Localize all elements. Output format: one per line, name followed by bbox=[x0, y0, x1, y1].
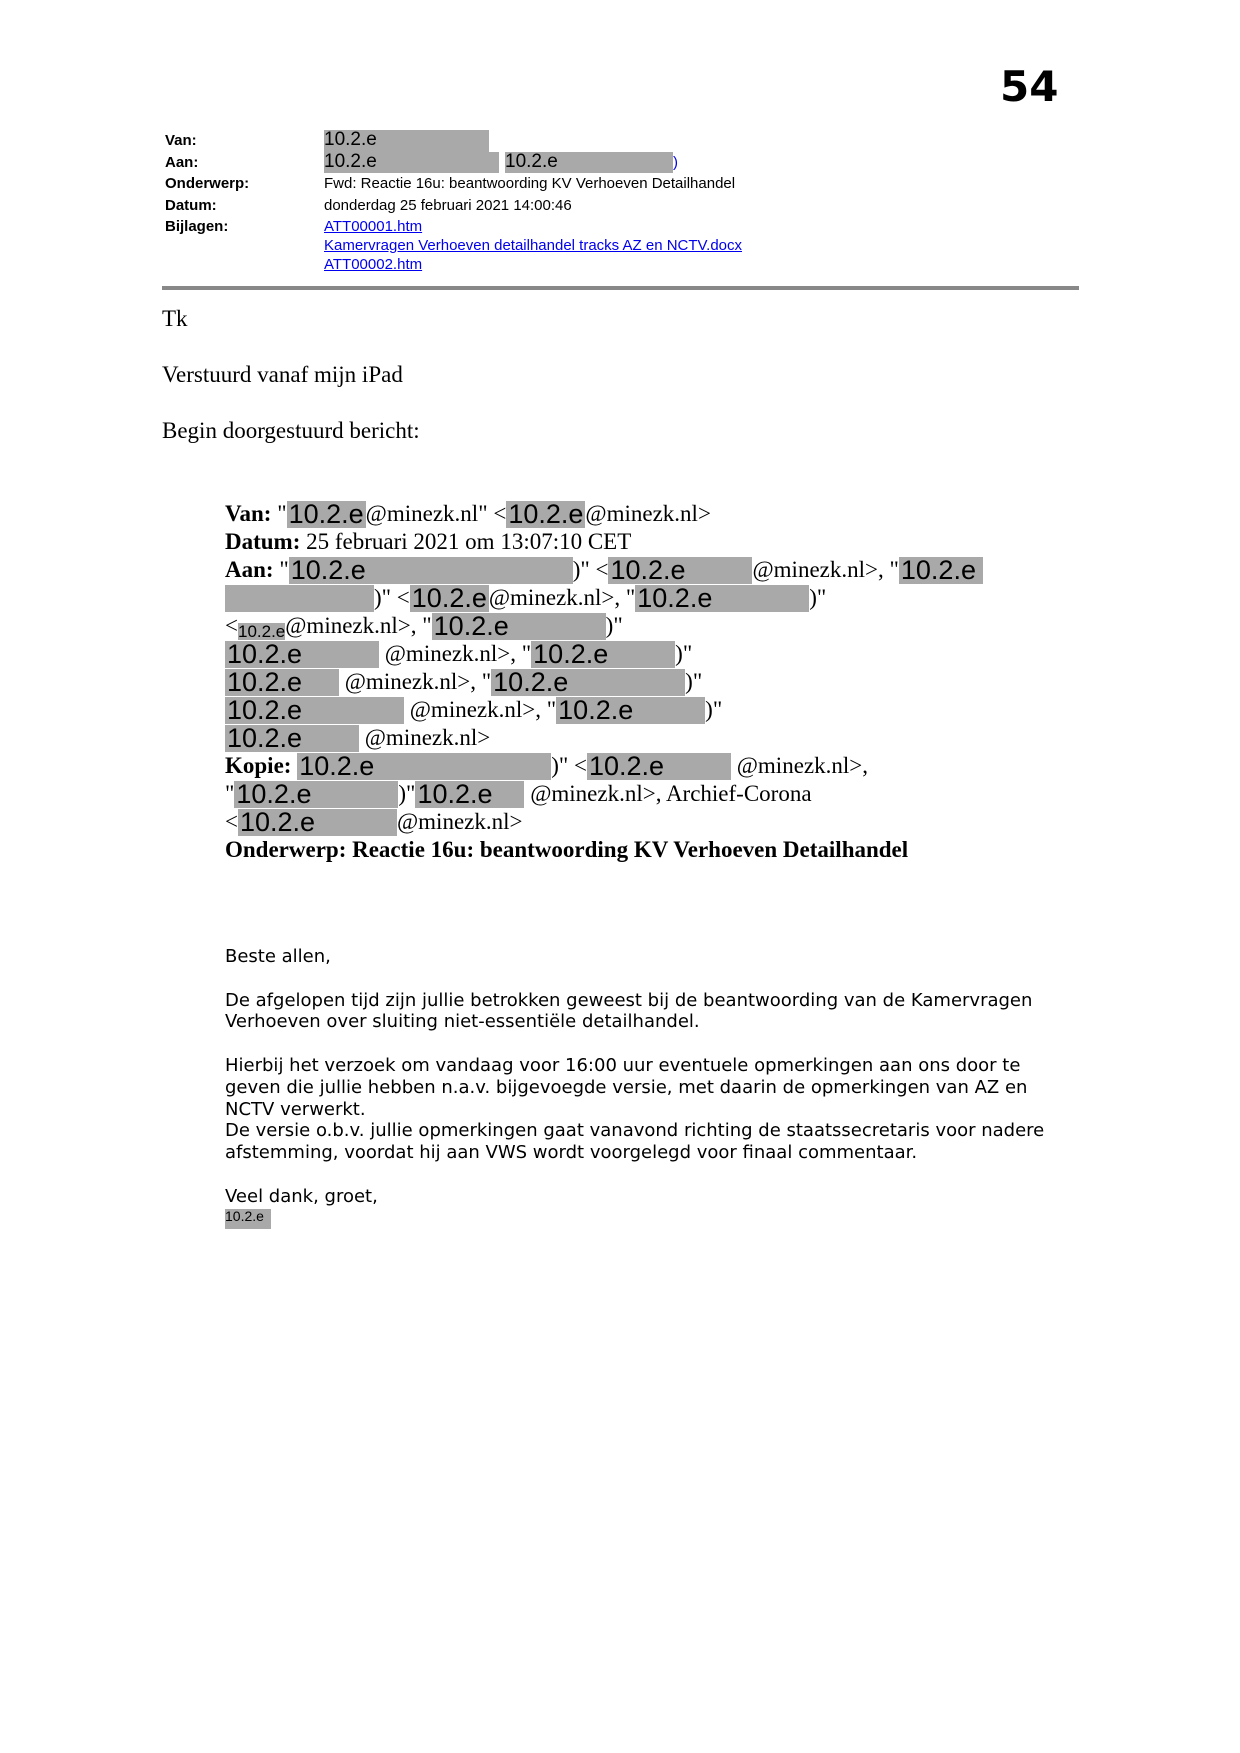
redaction: 10.2.e bbox=[225, 669, 339, 696]
domain: @minezk.nl bbox=[364, 725, 478, 750]
domain: @minezk.nl bbox=[530, 781, 643, 806]
redaction: 10.2.e bbox=[288, 499, 364, 529]
forwarded-header: Van: "10.2.e@minezk.nl" <10.2.e@minezk.nl> Datum: 25 februari 2021 om 13:07:10 CET Aan: "10.2.e )" <10.2.e @minezk.nl>, "10.2.e )" <10.2.e@minezk.nl>, "10.2.e )" <10.2.e@minezk.nl>, "10.2.e )" 10.2.e @minezk.nl>, "10.2.e )" 10.2.e @minezk.nl>, "10.2.e )" 10.2.e @minezk.nl>, "10.2.e )" 10.2.e @minezk.nl> Kopie: 10.2.e )" <10.2.e @minezk.nl>, "10.2.e )"10.2.e @minezk.nl>, Archief-Corona <10.2.e @minezk.nl> Onderwerp: Reactie 16u: beantwoording KV Verhoeven Detailhandel bbox=[225, 500, 1045, 864]
redaction: 10.2.e bbox=[225, 641, 379, 668]
redaction: 10.2.e bbox=[531, 641, 675, 668]
redaction: 10.2.e bbox=[411, 583, 487, 613]
email-header bbox=[165, 130, 742, 274]
subject: Fwd: Reactie 16u: beantwoording KV Verhoeven Detailhandel bbox=[324, 175, 736, 192]
domain: @minezk.nl bbox=[585, 501, 698, 526]
fw-subject: Onderwerp: Reactie 16u: beantwoording KV Verhoeven Detailhandel bbox=[225, 837, 909, 862]
attachment-link[interactable]: Kamervragen Verhoeven detailhandel tracks AZ en NCTV.docx bbox=[324, 237, 743, 254]
redaction: 10.2.e bbox=[508, 499, 584, 529]
to-label: Aan: bbox=[165, 153, 199, 171]
redaction: 10.2.e bbox=[297, 753, 551, 780]
redaction: 10.2.e bbox=[556, 697, 705, 724]
redaction: 10.2.e bbox=[237, 622, 286, 641]
redaction: 10.2.e bbox=[289, 557, 573, 584]
intro-line: Begin doorgestuurd bericht: bbox=[162, 418, 420, 443]
domain: @minezk.nl bbox=[365, 501, 479, 526]
closing: Veel dank, groet, bbox=[225, 1185, 378, 1207]
archive-name: Archief-Corona bbox=[665, 781, 812, 806]
redaction: 10.2.e bbox=[225, 725, 359, 752]
redaction: 10.2.e bbox=[432, 613, 606, 640]
redaction: 10.2.e bbox=[491, 669, 685, 696]
paragraph: De afgelopen tijd zijn jullie betrokken geweest bij de beantwoording van de Kamervragen Verhoeven over sluiting niet-essentiële detailhandel. bbox=[225, 989, 1033, 1033]
fw-cc-label: Kopie: bbox=[225, 753, 292, 778]
redaction: 10.2.e bbox=[324, 130, 489, 152]
domain: @minezk.nl bbox=[488, 585, 602, 610]
domain: @minezk.nl bbox=[285, 613, 398, 638]
redaction: 10.2.e bbox=[225, 1209, 271, 1229]
page-number: 54 bbox=[1000, 62, 1059, 111]
redaction: 10.2.e bbox=[225, 697, 404, 724]
domain: @minezk.nl bbox=[344, 669, 458, 694]
redaction: 10.2.e bbox=[899, 557, 983, 584]
fw-to-label: Aan: bbox=[225, 557, 274, 582]
fw-date-label: Datum: bbox=[225, 529, 301, 554]
redaction: 10.2.e bbox=[415, 781, 524, 808]
redaction: 10.2.e bbox=[587, 753, 731, 780]
attachments-label: Bijlagen: bbox=[165, 218, 229, 235]
redaction: 10.2.e bbox=[635, 585, 809, 612]
redaction: 10.2.e bbox=[608, 557, 752, 584]
email-body bbox=[225, 946, 1045, 1229]
intro-line: Verstuurd vanaf mijn iPad bbox=[162, 362, 403, 387]
subject-label: Onderwerp: bbox=[165, 175, 250, 192]
redaction: 10.2.e bbox=[234, 781, 398, 808]
date: donderdag 25 februari 2021 14:00:46 bbox=[324, 196, 572, 214]
attachment-link[interactable]: ATT00001.htm bbox=[324, 218, 423, 235]
redaction: 10.2.e bbox=[505, 152, 673, 174]
attachment-link[interactable]: ATT00002.htm bbox=[324, 256, 423, 273]
redaction: 10.2.e bbox=[238, 809, 397, 836]
domain: @minezk.nl bbox=[409, 697, 523, 722]
domain: @minezk.nl bbox=[736, 753, 850, 778]
domain: @minezk.nl bbox=[752, 557, 866, 582]
greeting: Beste allen, bbox=[225, 946, 331, 967]
paragraph: De versie o.b.v. jullie opmerkingen gaat vanavond richting de staatssecretaris voor nadere afstemming, voordat hij aan VWS wordt voorgelegd voor finaal commentaar. bbox=[225, 1120, 1045, 1164]
paragraph: Hierbij het verzoek om vandaag voor 16:00 uur eventuele opmerkingen aan ons door te geven die jullie hebben n.a.v. bijgevoegde versie, met daarin de opmerkingen van AZ en NCTV verwerkt. bbox=[225, 1054, 1028, 1120]
to-suffix: ) bbox=[673, 153, 678, 171]
divider bbox=[162, 286, 1079, 290]
from-label: Van: bbox=[165, 132, 197, 149]
domain: @minezk.nl bbox=[384, 641, 498, 666]
intro-line: Tk bbox=[162, 306, 188, 331]
date-label: Datum: bbox=[165, 196, 217, 214]
redaction: 10.2.e bbox=[324, 152, 499, 174]
domain: @minezk.nl bbox=[396, 809, 510, 834]
fw-from-label: Van: bbox=[225, 501, 272, 526]
fw-date: 25 februari 2021 om 13:07:10 CET bbox=[306, 529, 632, 554]
